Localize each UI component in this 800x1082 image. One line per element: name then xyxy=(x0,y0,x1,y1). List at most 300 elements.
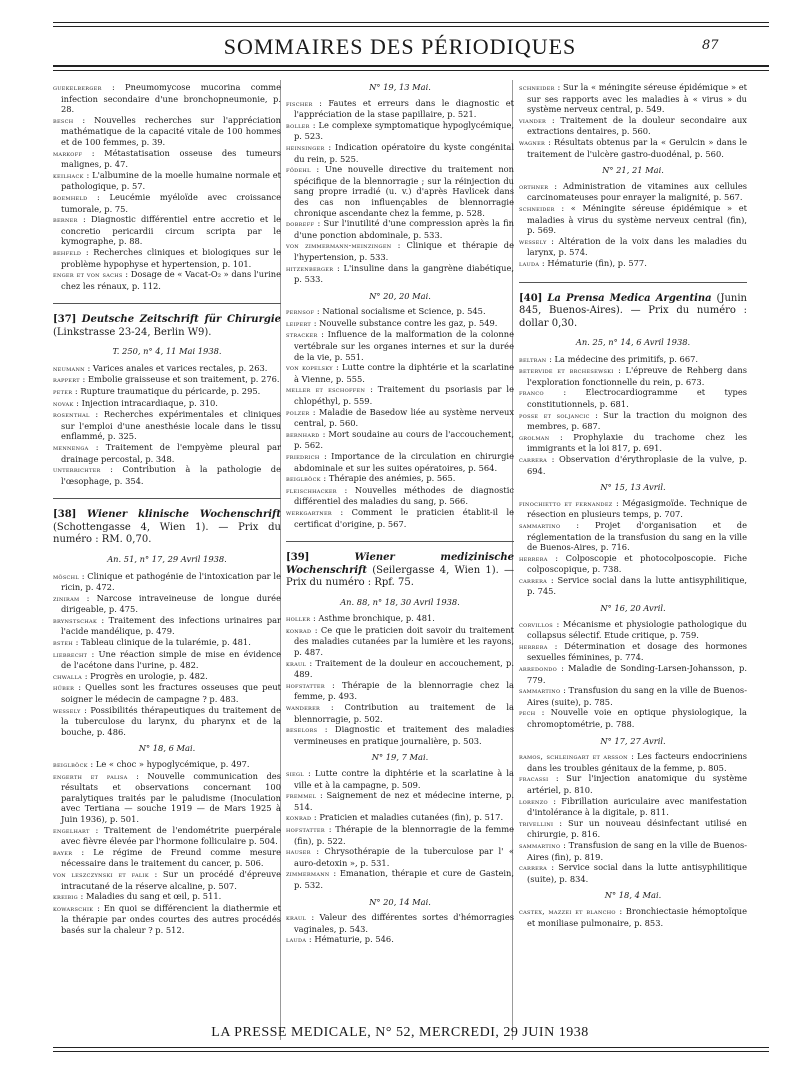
article-entry xyxy=(519,365,747,387)
issue-heading: N° 20, 20 Mai. xyxy=(369,290,431,301)
article-entry xyxy=(286,485,514,507)
article-author: bsteh xyxy=(53,638,73,648)
article-title: : Thérapie des anémies, p. 565. xyxy=(323,473,456,484)
article-author: engelhart xyxy=(53,825,90,835)
issue-heading: N° 15, 13 Avril. xyxy=(600,482,666,493)
journal-number: [37] xyxy=(53,314,77,326)
article-entry xyxy=(53,398,281,410)
article-title: : Sur l'injection anatomique du système artériel, p. 810. xyxy=(527,773,747,795)
article-entry xyxy=(286,625,514,658)
article-author: wanderer xyxy=(286,703,321,712)
article-author: pech xyxy=(519,708,536,718)
article-entry xyxy=(286,868,514,890)
article-title: : Colposcopie et photocolposcopie. Fiche colposcopique, p. 738. xyxy=(527,552,747,575)
article-entry xyxy=(519,203,747,236)
article-entry xyxy=(53,593,281,615)
article-title: : Traitement de la douleur en accouchement, p. 489. xyxy=(294,657,514,680)
article-entry xyxy=(286,329,514,362)
header-rule-top-2 xyxy=(53,26,769,27)
article-entry xyxy=(519,236,747,258)
entry-list xyxy=(53,571,281,738)
article-author: carrera xyxy=(519,863,548,873)
journal-separator xyxy=(286,541,514,542)
article-entry xyxy=(519,498,747,520)
article-author: schneider xyxy=(519,203,555,213)
article-title: : Les facteurs endocriniens dans les troubles génitaux de la femme, p. 805. xyxy=(527,751,747,773)
journal-heading xyxy=(53,509,281,547)
article-title: : Détermination et dosage des hormones sexuelles féminines, p. 774. xyxy=(527,640,747,663)
entry-list xyxy=(519,498,747,597)
article-author: wessely xyxy=(53,705,81,715)
article-author: besch xyxy=(53,115,74,125)
footer-rule-2 xyxy=(53,1051,769,1052)
article-title: : Sur un nouveau désinfectant utilisé en chirurgie, p. 816. xyxy=(527,817,747,840)
article-entry xyxy=(53,363,281,375)
article-author: kowarschik xyxy=(53,903,94,913)
article-entry xyxy=(53,682,281,704)
journal-heading xyxy=(53,314,281,339)
article-title: : Nouvelle voie en optique physiologique, la chromoptométrie, p. 788. xyxy=(527,707,747,729)
issue-heading: N° 19, 13 Mai. xyxy=(369,82,431,92)
article-author: guekelberger xyxy=(53,83,102,92)
article-title: : L'albumine de la moelle humaine normale et pathologique, p. 57. xyxy=(61,169,281,192)
article-author: möschl xyxy=(53,571,79,581)
article-author: boemheld xyxy=(53,192,88,202)
article-title: : Clinique et thérapie de l'hypertension, p. 533. xyxy=(294,240,515,262)
article-title: : Service social dans la lutte antisyphilitique, p. 745. xyxy=(527,574,747,597)
article-author: corvillos xyxy=(519,619,553,629)
article-author: hauser xyxy=(286,847,311,857)
article-entry xyxy=(53,671,281,683)
article-title: : Maladie de Sonding-Larsen-Johansson, p. 779. xyxy=(527,663,747,685)
article-title: : Pneumomycose mucorina comme infection secondaire d'une bronchopneumonie, p. 28. xyxy=(61,82,282,115)
article-entry xyxy=(53,891,281,903)
article-author: carrera xyxy=(519,575,548,585)
article-author: födehl xyxy=(286,165,311,175)
entry-list xyxy=(53,759,281,936)
article-entry xyxy=(519,906,747,928)
article-title: : National socialisme et Science, p. 545. xyxy=(316,306,486,317)
article-author: orthner xyxy=(519,181,549,191)
article-entry xyxy=(286,912,514,934)
article-entry xyxy=(53,115,281,148)
header-rule-bottom xyxy=(53,65,769,67)
article-entry xyxy=(53,192,281,214)
article-entry xyxy=(53,649,281,671)
article-title: : Recherches cliniques et biologiques sur le problème hypophyse et hypertension, p. 101. xyxy=(61,246,281,269)
article-entry xyxy=(53,903,281,936)
article-title: : Altération de la voix dans les maladies du larynx, p. 574. xyxy=(527,235,747,258)
article-author: zimmermann xyxy=(286,869,330,879)
entry-list xyxy=(286,912,514,946)
article-title: : Lutte contre la diphtérie et la scarlatine à la ville et à la campagne, p. 509. xyxy=(294,767,515,790)
article-entry xyxy=(519,685,747,707)
article-title: : Sur l'inutilité d'une compression après la fin d'une ponction abdominale, p. 533. xyxy=(294,218,515,240)
article-title: : L'insuline dans la gangrène diabétique, p. 533. xyxy=(294,262,515,285)
article-title: : Asthme bronchique, p. 481. xyxy=(312,613,435,624)
article-entry xyxy=(286,362,514,384)
article-title: : Mégasigmoïde. Technique de résection en plusieurs temps, p. 707. xyxy=(527,497,748,520)
article-title: : La médecine des primitifs, p. 667. xyxy=(549,353,699,364)
article-entry xyxy=(53,771,281,825)
article-entry xyxy=(519,432,747,454)
article-title: : Mort soudaine au cours de l'accouchement, p. 562. xyxy=(294,428,515,451)
entry-list xyxy=(286,613,514,746)
issue-heading: N° 18, 6 Mai. xyxy=(138,743,196,754)
article-title: : Contribution au traitement de la blennorragie, p. 502. xyxy=(294,702,514,724)
article-entry xyxy=(519,115,747,137)
article-entry xyxy=(519,454,747,476)
article-author: berner xyxy=(53,215,78,225)
article-title: : Hématurie, p. 546. xyxy=(308,934,394,945)
article-entry xyxy=(519,387,747,409)
article-author: keilhack xyxy=(53,170,84,180)
article-author: schneider xyxy=(519,83,555,92)
article-entry xyxy=(286,384,514,406)
article-author: kraul xyxy=(286,913,307,923)
journal-address: (Linkstrasse 23-24, Berlin W9). xyxy=(53,326,212,338)
article-title: : Sur la traction du moignon des membres, p. 687. xyxy=(527,409,747,432)
journal-number: [39] xyxy=(286,552,310,564)
article-entry xyxy=(286,407,514,429)
article-entry xyxy=(286,240,514,262)
article-author: fleischhacker xyxy=(286,485,337,495)
column-1 xyxy=(53,82,281,936)
article-author: peter xyxy=(53,387,73,397)
article-author: boller xyxy=(286,120,310,130)
journal-name: La Prensa Medica Argentina xyxy=(547,292,712,304)
article-entry xyxy=(53,825,281,847)
issue-heading: N° 19, 7 Mai. xyxy=(371,752,429,763)
article-author: holler xyxy=(286,614,311,624)
article-title: : Le complexe symptomatique hypoglycémique, p. 523. xyxy=(294,119,514,142)
article-title: : Thérapie de la blennorragie de la femme (fin), p. 522. xyxy=(294,823,514,846)
footer-rule xyxy=(53,1047,769,1048)
article-title: : Transfusion du sang en la ville de Buenos-Aires (suite), p. 785. xyxy=(527,685,747,707)
article-entry xyxy=(286,724,514,746)
article-author: stracker xyxy=(286,330,318,340)
article-title: : Nouvelle communication des résultats et observations concernant 100 paralytiques traités par le paludisme (Inoculation avec Tertiana — souche 1919 — de Mars 1925 à Juin 1936), p. 501. xyxy=(61,770,281,824)
entry-list xyxy=(53,82,281,291)
article-entry xyxy=(286,680,514,702)
page-number: 87 xyxy=(702,38,719,53)
article-entry xyxy=(286,702,514,724)
article-title: : Nouvelles recherches sur l'appréciation mathématique de la capacité vitale de 100 hommes et de 100 femmes, p. 39. xyxy=(61,114,281,147)
article-title: : Traitement des infections urinaires par l'acide mandélique, p. 479. xyxy=(61,614,282,637)
article-author: friedrich xyxy=(286,452,320,461)
article-title: : L'épreuve de Rehberg dans l'exploration fonctionnelle du rein, p. 673. xyxy=(527,365,748,387)
article-title: : Lutte contre la diphtérie et la scarlatine à Vienne, p. 555. xyxy=(294,362,514,384)
article-title: : Observation d'érythroplasie de la vulve, p. 694. xyxy=(527,453,747,476)
article-entry xyxy=(286,142,514,164)
article-entry xyxy=(286,812,514,824)
article-entry xyxy=(53,615,281,637)
journal-separator xyxy=(53,498,281,499)
article-title: : Sur la « méningite séreuse épidémique » et sur ses rapports avec les maladies à « virus » du système nerveux central, p. 549. xyxy=(527,82,748,115)
article-author: kreibig xyxy=(53,892,78,902)
article-entry xyxy=(519,520,747,553)
article-title: : Fautes et erreurs dans le diagnostic et l'appréciation de la stase papillaire, p. 521. xyxy=(294,97,514,120)
article-title: : Contribution à la pathologie de l'œsophage, p. 354. xyxy=(61,464,282,486)
article-title: : Progrès en urologie, p. 482. xyxy=(84,670,208,681)
article-title: : Thérapie de la blennorragie chez la femme, p. 493. xyxy=(294,679,515,702)
article-author: markoff xyxy=(53,148,83,158)
article-title: : Une nouvelle directive du traitement non spécifique de la blennorragie ; sur la réinjection du sang propre irradié (u. v.) d'après Havlicek dans des cas non influençables de blennorragie chronique ascendante chez la femme, p. 528. xyxy=(294,164,515,218)
article-author: ramos, schleingart et arsson xyxy=(519,752,628,762)
article-author: lorenzo xyxy=(519,796,548,806)
article-author: siegl xyxy=(286,768,304,778)
article-author: viander xyxy=(519,115,547,125)
journal-address: (Schottengasse 4, Wien 1). — Prix du numéro : RM. 0,70. xyxy=(53,521,281,546)
article-entry xyxy=(519,773,747,795)
article-entry xyxy=(53,464,281,486)
article-author: hofstatter xyxy=(286,824,325,834)
journal-heading xyxy=(286,552,514,590)
article-title: : Métastatisation osseuse des tumeurs malignes, p. 47. xyxy=(61,147,281,170)
article-author: herrera xyxy=(519,641,548,651)
article-title: : Traitement de l'empyème pleural par drainage percostal, p. 348. xyxy=(61,442,281,464)
page-title: SOMMAIRES DES PÉRIODIQUES xyxy=(223,34,577,59)
issue-heading: N° 17, 27 Avril. xyxy=(600,735,666,746)
article-title: : Traitement du psoriasis par le chlорéthyl, p. 559. xyxy=(294,384,514,407)
article-author: neumann xyxy=(53,363,85,373)
article-author: behfeld xyxy=(53,247,82,257)
article-title: : Diagnostic et traitement des maladies vermineuses en pratique journalière, p. 503. xyxy=(294,724,514,746)
article-title: : Praticien et maladies cutanées (fin), p. 517. xyxy=(313,812,504,823)
article-title: : Diagnostic différentiel entre accretio et le concretio pericardii circum scripta par le kymographe, p. 88. xyxy=(61,214,282,247)
article-author: beltran xyxy=(519,354,547,364)
article-title: : Possibilités thérapeutiques du traitement de la tuberculose du larynx, du pharynx et de la bouche, p. 486. xyxy=(61,704,281,737)
article-entry xyxy=(53,148,281,170)
article-entry xyxy=(286,507,514,529)
article-author: fremmel xyxy=(286,791,317,801)
article-author: lauda xyxy=(519,258,540,268)
article-author: polzer xyxy=(286,407,310,417)
article-author: arredondo xyxy=(519,664,558,674)
article-entry xyxy=(53,269,281,291)
article-entry xyxy=(286,846,514,868)
article-title: : Prophylaxie du trachome chez les immigrants et la loi 817, p. 691. xyxy=(527,431,748,454)
journal-number: [38] xyxy=(53,509,77,521)
article-title: : Traitement de la douleur secondaire aux extractions dentaires, p. 560. xyxy=(527,114,747,137)
entry-list xyxy=(519,354,747,477)
issue-heading: N° 21, 21 Mai. xyxy=(602,165,664,176)
article-entry xyxy=(519,796,747,818)
article-author: von zimmermann-meinzingen xyxy=(286,241,392,251)
header-rule-top xyxy=(53,22,769,23)
article-title: : Transfusion de sang en la ville de Buenos-Aires (fin), p. 819. xyxy=(527,839,747,862)
article-author: mennenga xyxy=(53,443,89,453)
article-author: liebrecht xyxy=(53,649,88,659)
article-entry xyxy=(53,571,281,593)
entry-list xyxy=(286,306,514,529)
article-entry xyxy=(286,613,514,625)
journal-address: (Junin 845, Buenos-Aires). — Prix du numéro : dollar 0,30. xyxy=(519,292,747,329)
column-3 xyxy=(519,82,747,928)
article-title: : Recherches expérimentales et cliniques sur l'emploi d'une anesthésie locale dans le tissu enflammé, p. 325. xyxy=(61,409,282,442)
article-title: : Service social dans la lutte antisyphilitique (suite), p. 834. xyxy=(527,862,747,884)
journal-name: Wiener klinische Wochenschrift xyxy=(87,509,281,521)
article-title: : Quelles sont les fractures osseuses que peut soigner le médecin de campagne ? p. 483. xyxy=(61,682,282,705)
entry-list xyxy=(519,751,747,884)
article-entry xyxy=(286,164,514,218)
article-title: : Le « choc » hypoglycémique, p. 497. xyxy=(90,759,250,769)
article-author: fracassi xyxy=(519,774,549,784)
article-title: : Varices anales et varices rectales, p. 263. xyxy=(87,362,268,373)
article-entry xyxy=(286,934,514,946)
article-entry xyxy=(519,707,747,729)
article-title: : Nouvelles méthodes de diagnostic différentiel des maladies du sang, p. 566. xyxy=(294,484,514,507)
journal-name: Deutsche Zeitschrift für Chirurgie xyxy=(81,314,281,326)
article-title: : Le régime de Freund comme mesure nécessaire dans le traitement du cancer, p. 506. xyxy=(61,846,282,869)
article-author: unterrichter xyxy=(53,465,101,475)
article-entry xyxy=(53,82,281,115)
article-author: hitzenberger xyxy=(286,263,334,273)
article-author: sammartino xyxy=(519,686,561,696)
article-entry xyxy=(286,824,514,846)
article-entry xyxy=(519,663,747,685)
article-title: : Comment le praticien établit-il le certificat d'origine, p. 567. xyxy=(294,506,515,529)
article-author: meller et eschoffen xyxy=(286,385,366,395)
column-2 xyxy=(286,82,514,946)
article-author: von leszczynski et falik xyxy=(53,869,149,879)
article-entry xyxy=(519,575,747,597)
article-author: hofstatter xyxy=(286,680,325,690)
journal-separator xyxy=(519,282,747,283)
article-author: herrera xyxy=(519,553,548,563)
entry-list xyxy=(519,82,747,159)
article-title: : Emanation, thérapie et cure de Gastein, p. 532. xyxy=(294,868,514,890)
article-author: chwalla xyxy=(53,671,83,681)
article-author: sammartino xyxy=(519,840,561,850)
article-title: : Clinique et pathogénie de l'intoxication par le ricin, p. 472. xyxy=(61,570,281,593)
article-author: trivellini xyxy=(519,818,554,828)
article-title: : Dosage de « Vacat-O₂ » dans l'urine chez les rénaux, p. 112. xyxy=(61,269,282,291)
article-entry xyxy=(519,751,747,773)
article-entry xyxy=(519,553,747,575)
article-author: konrad xyxy=(286,625,312,635)
article-title: : Projet d'organisation et de réglementation de la transfusion du sang en la ville de Buenos-Aires, p. 716. xyxy=(527,519,747,553)
article-author: fischer xyxy=(286,98,313,108)
article-entry xyxy=(53,869,281,891)
article-author: wagner xyxy=(519,137,546,147)
article-author: engerth et palisa xyxy=(53,771,128,781)
article-title: : Indication opératoire du kyste congénital du rein, p. 525. xyxy=(294,141,514,164)
entry-list xyxy=(286,98,514,285)
article-title: : Saignement de nez et médecine interne, p. 514. xyxy=(294,790,514,812)
article-author: sammartino xyxy=(519,520,561,530)
article-title: : Maladies du sang et œil, p. 511. xyxy=(80,891,222,902)
issue-heading: N° 18, 4 Mai. xyxy=(604,890,662,901)
article-author: novak xyxy=(53,398,74,408)
article-entry xyxy=(53,409,281,442)
article-title: : Injection intracardiaque, p. 310. xyxy=(76,397,218,408)
article-author: rosenthal xyxy=(53,410,90,420)
journal-heading xyxy=(519,293,747,331)
entry-list xyxy=(53,363,281,487)
article-entry xyxy=(53,759,281,771)
article-entry xyxy=(53,442,281,464)
journal-address: (Seilergasse 4, Wien 1). — Prix du numéro : Rpf. 75. xyxy=(286,564,514,589)
article-entry xyxy=(519,641,747,663)
article-title: : Sur un procédé d'épreuve intracutané de la réserve alcaline, p. 507. xyxy=(61,868,281,891)
article-author: wessely xyxy=(519,236,547,246)
article-entry xyxy=(286,768,514,790)
article-entry xyxy=(286,451,514,473)
article-entry xyxy=(519,862,747,884)
article-title: : Leucémie myéloïde avec croissance tumorale, p. 75. xyxy=(61,191,281,214)
entry-list xyxy=(519,906,747,928)
article-entry xyxy=(286,120,514,142)
article-title: : Narcose intraveineuse de longue durée dirigeable, p. 475. xyxy=(61,592,282,615)
article-entry xyxy=(286,790,514,812)
article-title: : Administration de vitamines aux cellules carcinomateuses pour enrayer la malignité, p. 567. xyxy=(527,180,747,203)
article-title: : Mécanisme et physiologie pathologique du collapsus sélectif. Etude critique, p. 759. xyxy=(527,618,748,641)
article-entry xyxy=(53,637,281,649)
issue-heading: An. 51, n° 17, 29 Avril 1938. xyxy=(107,553,227,564)
article-title: : Traitement de l'endométrite puerpérale avec fièvre élevée par l'hormone folliculaire p. 504. xyxy=(61,824,281,847)
article-author: posse et soljancic xyxy=(519,410,590,420)
article-author: dobreff xyxy=(286,219,315,229)
footer-text: LA PRESSE MEDICALE, N° 52, MERCREDI, 29 JUIN 1938 xyxy=(211,1025,589,1040)
article-title: : Influence de la malformation de la colonne vertébrale sur les organes internes et sur la durée de la vie, p. 551. xyxy=(294,329,514,362)
article-author: beiglböck xyxy=(53,760,88,769)
article-title: : Hématurie (fin), p. 577. xyxy=(541,257,647,268)
article-title: : Embolie graisseuse et son traitement, p. 276. xyxy=(82,374,280,385)
article-entry xyxy=(53,170,281,192)
article-author: konrad xyxy=(286,813,312,823)
article-author: leipert xyxy=(286,318,312,328)
article-title: : Ce que le praticien doit savoir du traitement des maladies cutanées par la lumière et les rayons, p. 487. xyxy=(294,624,514,658)
article-entry xyxy=(53,214,281,247)
article-author: carrera xyxy=(519,454,548,464)
article-title: : Valeur des différentes sortes d'hémorragies vaginales, p. 543. xyxy=(294,912,514,934)
article-entry xyxy=(519,410,747,432)
article-author: castex, mazzei et blancho xyxy=(519,906,616,916)
article-author: werkgartner xyxy=(286,507,332,517)
article-entry xyxy=(519,619,747,641)
issue-heading: N° 20, 14 Mai. xyxy=(369,896,431,907)
article-author: franco xyxy=(519,388,544,398)
article-title: : Fibrillation auriculaire avec manifestation d'intolérance à la digitale, p. 811. xyxy=(527,795,747,818)
article-entry xyxy=(519,818,747,840)
article-title: : Bronchiectasie hémoptoïque et moniliase pulmonaire, p. 853. xyxy=(527,905,748,928)
article-entry xyxy=(286,263,514,285)
article-author: grolman xyxy=(519,432,550,442)
issue-heading: T. 250, n° 4, 11 Mai 1938. xyxy=(112,346,222,357)
article-author: hüber xyxy=(53,683,75,693)
article-entry xyxy=(286,318,514,330)
article-title: : Une réaction simple de mise en évidence de l'acétone dans l'urine, p. 482. xyxy=(61,648,281,671)
article-entry xyxy=(286,429,514,451)
article-author: ziniram xyxy=(53,593,80,603)
article-entry xyxy=(519,840,747,862)
article-entry xyxy=(53,386,281,398)
journal-name: Wiener medizinische Wochenschrift xyxy=(286,552,514,576)
article-title: : « Méningite séreuse épidémique » et maladies à virus du système nerveux central (fin), p. 569. xyxy=(527,202,747,236)
entry-list xyxy=(519,619,747,730)
article-title: : Résultats obtenus par la « Gerulcin » dans le traitement de l'ulcère gastro-duodénal, p. 560. xyxy=(527,136,747,159)
article-title: : Chrysothérapie de la tuberculose par l' « auro-detoxin », p. 531. xyxy=(294,846,514,868)
article-author: lauda xyxy=(286,935,307,945)
article-entry xyxy=(286,218,514,240)
article-title: : Maladie de Basedow liée au système nerveux central, p. 560. xyxy=(294,406,514,429)
article-author: heinsinger xyxy=(286,142,325,152)
article-title: : Electrocardiogramme et types constitutionnels, p. 681. xyxy=(527,387,747,409)
article-entry xyxy=(53,374,281,386)
article-author: beselors xyxy=(286,725,318,735)
article-author: bernhard xyxy=(286,429,320,439)
